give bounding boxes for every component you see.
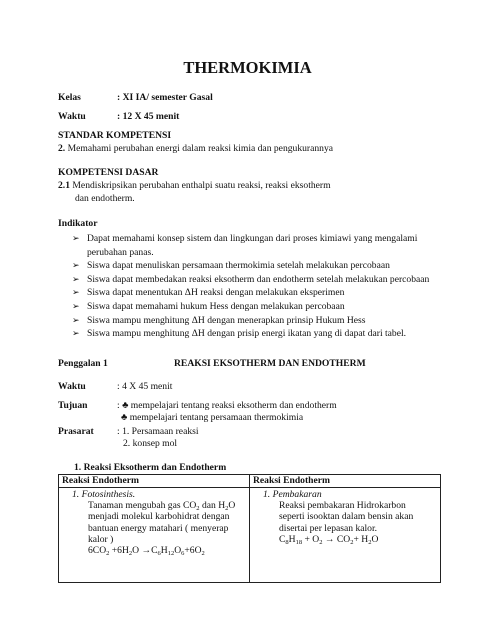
arrow-bullet-icon: ➢ (72, 300, 80, 311)
waktu-value: : 12 X 45 menit (117, 111, 180, 122)
arrow-bullet-icon: ➢ (72, 328, 80, 339)
indikator-item: ➢ Siswa dapat membedakan reaksi eksotherm dan endotherm setelah melakukan percobaan (72, 273, 430, 285)
cell-body: Reaksi pembakaran Hidrokarbon seperti isooktan dalam bensin akan disertai per lepasan kalor. $C_8H_{18} + O_2 \to CO_2+ H_2O$ (253, 500, 437, 545)
dasar-line2: dan endotherm. (75, 193, 135, 204)
indikator-item: ➢ Dapat memahami konsep sistem dan lingkungan dari proses kimiawi yang mengalami perubahan panas. (72, 233, 418, 258)
indikator-heading: Indikator (58, 218, 98, 229)
kelas-label: Kelas (58, 92, 81, 103)
table-header: Reaksi Endotherm (59, 475, 250, 488)
standar-heading: STANDAR KOMPETENSI (58, 130, 172, 141)
standar-line (58, 143, 333, 155)
indikator-item: ➢ Siswa mampu menghitung ΔH dengan menerapkan prinsip Hukum Hess (72, 314, 366, 326)
table-header: Reaksi Endotherm (250, 475, 441, 488)
indikator-item: ➢ Siswa dapat menentukan ΔH reaksi dengan melakukan eksperimen (72, 287, 345, 299)
tujuan-item: : ♣ mempelajari tentang reaksi eksotherm dan endotherm (117, 400, 337, 411)
standar-num: 2. (58, 143, 66, 154)
reaction-table (58, 474, 441, 583)
cell-body: Tanaman mengubah gas $CO_2$ dan $H_2O$ menjadi molekul karbohidrat dengan bantuan energy matahari ( menyerap kalor ) $6CO_2 +6H_2O \to C_6H_{12}O_6+6O_2$ (62, 500, 246, 556)
dasar-heading: KOMPETENSI DASAR (58, 167, 159, 178)
page-title: THERMOKIMIA (183, 58, 312, 77)
kelas-value: : XI IA/ semester Gasal (117, 92, 213, 103)
cell-item-title: 1. Fotosinthesis. (72, 489, 136, 500)
club-icon: ♣ (121, 412, 128, 423)
dasar-text: Mendiskripsikan perubahan enthalpi suatu reaksi, reaksi eksotherm (72, 180, 331, 191)
arrow-bullet-icon: ➢ (72, 287, 80, 298)
indikator-item: ➢ Siswa mampu menghitung ΔH dengan prisip energi ikatan yang di dapat dari tabel. (72, 328, 407, 340)
penggalan-waktu-label: Waktu (58, 381, 86, 392)
tujuan-item: ♣ mempelajari tentang persamaan thermokimia (121, 412, 304, 423)
penggalan-label: Penggalan 1 (58, 358, 108, 369)
section1-heading: 1. Reaksi Eksotherm dan Endotherm (74, 462, 227, 473)
prasarat-item: : 1. Persamaan reaksi (117, 426, 199, 437)
dasar-num: 2.1 (58, 180, 70, 191)
arrow-bullet-icon: ➢ (72, 260, 80, 271)
equation: $6CO_2 +6H_2O \to C_6H_{12}O_6+6O_2$ (88, 545, 205, 558)
indikator-list (72, 232, 437, 341)
arrow-bullet-icon: ➢ (72, 314, 80, 325)
standar-text: Memahami perubahan energi dalam reaksi kimia dan pengukurannya (67, 143, 334, 154)
table-cell-left (59, 488, 250, 583)
prasarat-item: 2. konsep mol (123, 438, 178, 449)
club-icon: ♣ (122, 400, 129, 411)
prasarat-label: Prasarat (58, 426, 94, 437)
indikator-item: ➢ Siswa dapat memahami hukum Hess dengan melakukan percobaan (72, 300, 345, 312)
tujuan-label: Tujuan (58, 400, 88, 411)
penggalan-title: REAKSI EKSOTHERM DAN ENDOTHERM (174, 358, 366, 369)
waktu-label: Waktu (58, 111, 86, 122)
arrow-bullet-icon: ➢ (72, 273, 80, 284)
indikator-item: ➢ Siswa dapat menuliskan persamaan thermokimia setelah melakukan percobaan (72, 260, 390, 272)
dasar-line1 (58, 180, 331, 192)
table-cell-right (250, 488, 441, 583)
arrow-bullet-icon: ➢ (72, 233, 80, 243)
equation: $C_8H_{18} + O_2 \to CO_2+ H_2O$ (279, 533, 379, 546)
penggalan-waktu-value: : 4 X 45 menit (117, 381, 173, 392)
cell-item-title: 1. Pembakaran (263, 489, 322, 500)
